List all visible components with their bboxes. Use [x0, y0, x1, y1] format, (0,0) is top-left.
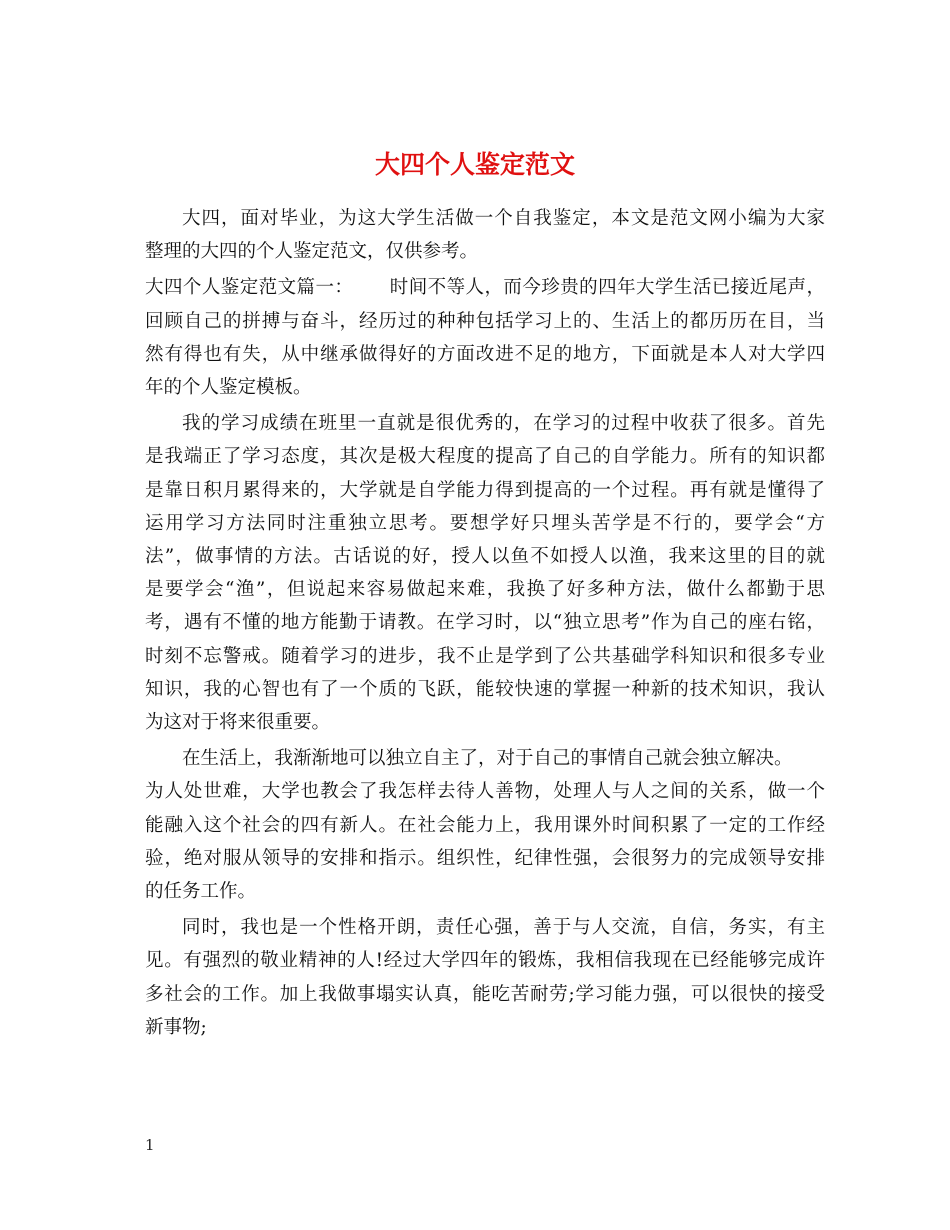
page-title: 大四个人鉴定范文 — [374, 149, 575, 179]
paragraph-line: 运用学习方法同时注重独立思考。要想学好只埋头苦学是不行的，要学会“方 — [145, 512, 825, 534]
paragraph-line: 年的个人鉴定模板。 — [145, 377, 312, 399]
paragraph-line: 是我端正了学习态度，其次是极大程度的提高了自己的自学能力。所有的知识都 — [145, 446, 825, 468]
paragraph-line: 知识，我的心智也有了一个质的飞跃，能较快速的掌握一种新的技术知识，我认 — [145, 678, 825, 700]
section-first-line: 时间不等人，而今珍贵的四年大学生活已接近尾声， — [389, 277, 825, 299]
paragraph-line: 然有得也有失，从中继承做得好的方面改进不足的地方，下面就是本人对大学四 — [145, 343, 825, 365]
paragraph-line: 我的学习成绩在班里一直就是很优秀的，在学习的过程中收获了很多。首先 — [182, 413, 825, 435]
paragraph-line: 整理的大四的个人鉴定范文，仅供参考。 — [145, 241, 479, 263]
paragraph-line: 验，绝对服从领导的安排和指示。组织性，纪律性强，会很努力的完成领导安排 — [145, 847, 825, 869]
paragraph-line: 为这对于将来很重要。 — [145, 712, 331, 734]
paragraph-line: 见。有强烈的敬业精神的人!经过大学四年的锻炼，我相信我现在已经能够完成许 — [145, 950, 825, 972]
paragraph-line: 新事物; — [145, 1016, 207, 1038]
page-number: 1 — [145, 1136, 155, 1154]
section-label: 大四个人鉴定范文篇一： — [145, 277, 354, 299]
paragraph-line: 大四，面对毕业，为这大学生活做一个自我鉴定，本文是范文网小编为大家 — [182, 208, 825, 229]
paragraph-line: 法”，做事情的方法。古话说的好，授人以鱼不如授人以渔，我来这里的目的就 — [145, 546, 825, 568]
paragraph-line: 是靠日积月累得来的，大学就是自学能力得到提高的一个过程。再有就是懂得了 — [145, 479, 825, 501]
paragraph-line: 多社会的工作。加上我做事塌实认真，能吃苦耐劳;学习能力强，可以很快的接受 — [145, 983, 825, 1005]
intro-paragraph — [145, 202, 825, 268]
paragraph-line: 回顾自己的拼搏与奋斗，经历过的种种包括学习上的、生活上的都历历在目，当 — [145, 310, 825, 332]
paragraph-line: 能融入这个社会的四有新人。在社会能力上，我用课外时间积累了一定的工作经 — [145, 814, 825, 836]
life-paragraph — [145, 742, 825, 908]
section-paragraph — [145, 271, 825, 404]
character-paragraph — [145, 911, 825, 1044]
document-body — [145, 202, 825, 1047]
paragraph-line: 的任务工作。 — [145, 881, 257, 903]
study-paragraph — [145, 407, 825, 739]
paragraph-line: 是要学会“渔”，但说起来容易做起来难，我换了好多种方法，做什么都勤于思 — [145, 579, 825, 601]
section-heading-line — [145, 271, 825, 304]
paragraph-line: 在生活上，我渐渐地可以独立自主了，对于自己的事情自己就会独立解决。 — [182, 748, 793, 770]
paragraph-line: 同时，我也是一个性格开朗，责任心强，善于与人交流，自信，务实，有主 — [182, 917, 825, 939]
paragraph-line: 时刻不忘警戒。随着学习的进步，我不止是学到了公共基础学科知识和很多专业 — [145, 645, 825, 667]
paragraph-line: 为人处世难，大学也教会了我怎样去待人善物，处理人与人之间的关系，做一个 — [145, 781, 825, 803]
paragraph-line: 考，遇有不懂的地方能勤于请教。在学习时，以“独立思考”作为自己的座右铭， — [145, 612, 825, 634]
